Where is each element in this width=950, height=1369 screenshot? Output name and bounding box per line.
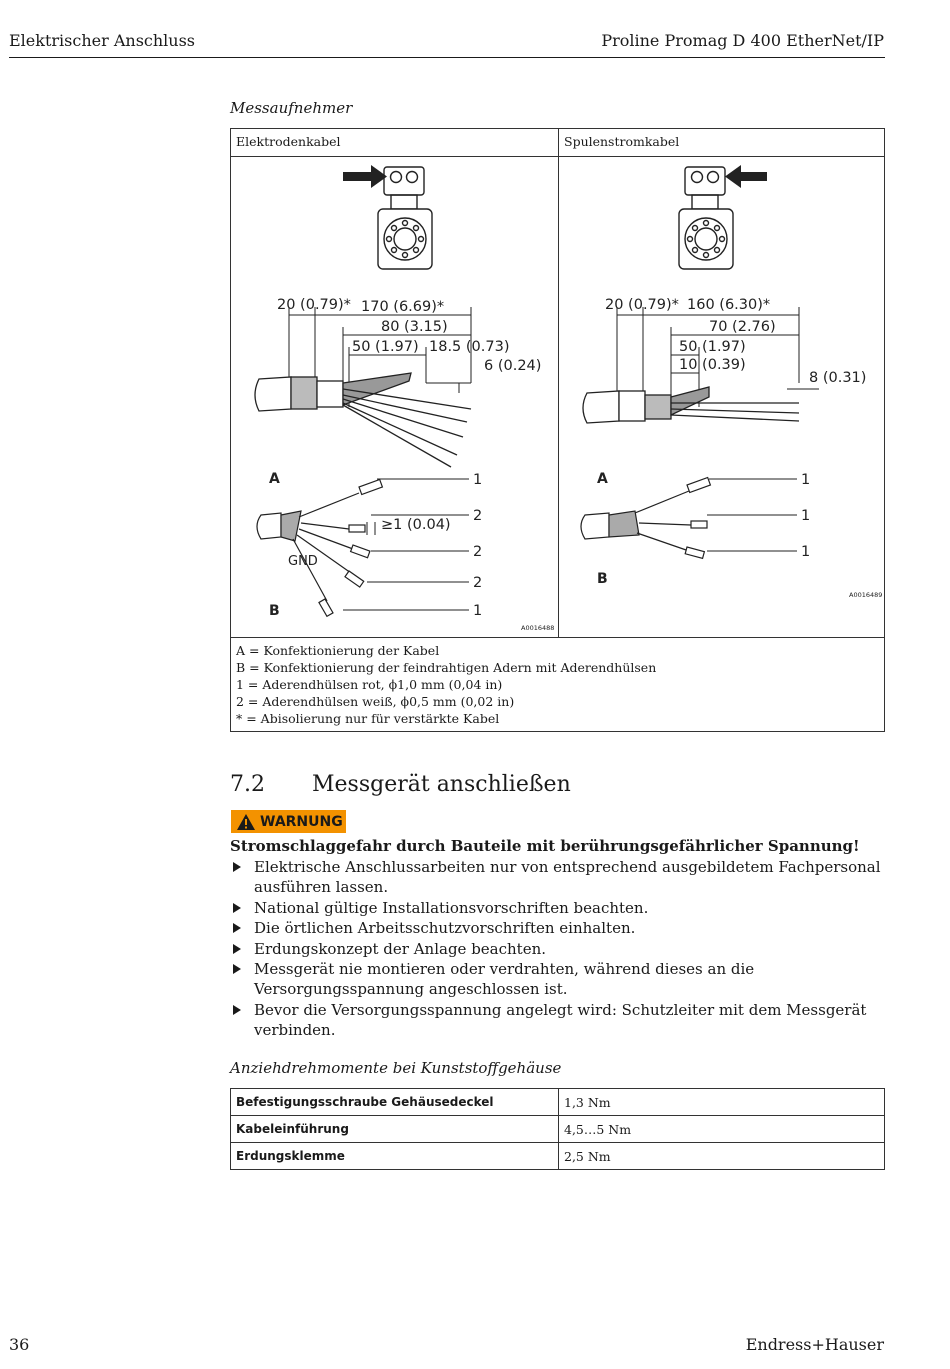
page-number: 36 <box>9 1335 30 1354</box>
electrode-cable-diagram <box>231 157 558 637</box>
table-cell-item: Kabeleinführung <box>231 1116 559 1143</box>
list-item-text: Die örtlichen Arbeitsschutzvorschriften einhalten. <box>254 919 636 938</box>
wire-number: 1 <box>473 603 483 619</box>
section-title: Messgerät anschließen <box>312 772 571 797</box>
coil-cable-diagram <box>559 157 885 637</box>
legend-item: 1 = Aderendhülsen rot, ϕ1,0 mm (0,04 in) <box>236 677 503 692</box>
list-item <box>230 898 890 918</box>
ferrule-drawing <box>257 479 382 616</box>
column-heading-coil-cable: Spulenstromkabel <box>564 134 680 149</box>
figure-legend <box>236 642 656 727</box>
arrow-left-icon <box>725 165 767 188</box>
wire-number-lines <box>707 479 797 551</box>
dim-50: 50 (1.97) <box>679 339 746 355</box>
bullet-triangle-icon <box>233 862 241 872</box>
dim-6: 6 (0.24) <box>484 358 542 374</box>
dim-8: 8 (0.31) <box>809 370 867 386</box>
warning-triangle-icon <box>236 813 256 831</box>
legend-item: B = Konfektionierung der feindrahtigen Adern mit Aderendhülsen <box>236 660 657 675</box>
warning-label: WARNUNG <box>260 813 343 830</box>
section-number: 7.2 <box>230 772 265 797</box>
table-cell-value: 1,3 Nm <box>559 1089 885 1116</box>
dim-20: 20 (0.79)* <box>605 297 679 313</box>
wire-number: 1 <box>473 472 483 488</box>
cable-stripping-drawing <box>583 387 799 423</box>
figure-caption: Messaufnehmer <box>230 99 353 117</box>
header-rule <box>9 57 885 58</box>
warning-headline: Stromschlaggefahr durch Bauteile mit berührungsgefährlicher Spannung! <box>230 837 860 855</box>
table-row <box>231 1089 885 1116</box>
gnd-label: GND <box>288 554 318 569</box>
dim-170: 170 (6.69)* <box>361 299 445 315</box>
list-item <box>230 959 890 1000</box>
drawing-code: A0016489 <box>849 591 883 599</box>
header-section-title: Elektrischer Anschluss <box>9 31 196 50</box>
footer-brand: Endress+Hauser <box>745 1335 884 1354</box>
warning-list <box>230 857 890 1041</box>
table-cell-value: 4,5…5 Nm <box>559 1116 885 1143</box>
list-item <box>230 857 890 898</box>
dim-10: 10 (0.39) <box>679 357 746 373</box>
bullet-triangle-icon <box>233 1005 241 1015</box>
label-a: A <box>597 471 608 487</box>
wire-number: 2 <box>473 508 483 524</box>
dim-18-5: 18.5 (0.73) <box>429 339 510 355</box>
wire-number: 2 <box>473 544 483 560</box>
list-item-text: Messgerät nie montieren oder verdrahten, während dieses an die Versorgungsspannung angeschlossen ist. <box>254 960 755 999</box>
bullet-triangle-icon <box>233 903 241 913</box>
table-row <box>231 1116 885 1143</box>
dim-ferrule: ≥1 (0.04) <box>381 517 451 533</box>
label-a: A <box>269 471 280 487</box>
legend-row-divider <box>231 637 884 638</box>
sensor-drawing <box>679 167 733 269</box>
wire-number: 1 <box>801 472 811 488</box>
list-item-text: Erdungskonzept der Anlage beachten. <box>254 939 547 958</box>
table-cell-item: Erdungsklemme <box>231 1143 559 1170</box>
torque-table-caption: Anziehdrehmomente bei Kunststoffgehäuse <box>230 1059 562 1077</box>
warning-badge <box>231 810 346 833</box>
table-row <box>231 1143 885 1170</box>
legend-item: A = Konfektionierung der Kabel <box>236 643 440 658</box>
header-product-name: Proline Promag D 400 EtherNet/IP <box>601 31 884 50</box>
cable-figure-table <box>230 128 885 732</box>
arrow-right-icon <box>343 165 387 188</box>
bullet-triangle-icon <box>233 944 241 954</box>
list-item <box>230 1000 890 1041</box>
column-heading-electrode-cable: Elektrodenkabel <box>236 134 341 149</box>
table-cell-value: 2,5 Nm <box>559 1143 885 1170</box>
wire-number-lines <box>343 479 469 610</box>
table-cell-item: Befestigungsschraube Gehäusedeckel <box>231 1089 559 1116</box>
dim-50: 50 (1.97) <box>352 339 419 355</box>
bullet-triangle-icon <box>233 923 241 933</box>
list-item-text: Bevor die Versorgungsspannung angelegt wird: Schutzleiter mit dem Messgerät verbinden. <box>254 1000 867 1040</box>
dim-20: 20 (0.79)* <box>277 297 351 313</box>
sensor-drawing <box>378 167 432 269</box>
wire-number: 2 <box>473 575 483 591</box>
list-item <box>230 918 890 938</box>
list-item-text: National gültige Installationsvorschriften beachten. <box>254 898 649 917</box>
torque-table <box>230 1088 885 1170</box>
label-b: B <box>269 603 280 619</box>
cable-stripping-drawing <box>255 373 471 467</box>
list-item-text: Elektrische Anschlussarbeiten nur von entsprechend ausgebildetem Fachpersonal ausführen lassen. <box>254 858 881 897</box>
dim-70: 70 (2.76) <box>709 319 776 335</box>
legend-item: 2 = Aderendhülsen weiß, ϕ0,5 mm (0,02 in) <box>236 694 515 709</box>
drawing-code: A0016488 <box>521 624 555 632</box>
dim-160: 160 (6.30)* <box>687 297 771 313</box>
label-b: B <box>597 571 608 587</box>
list-item <box>230 939 890 959</box>
legend-item: * = Abisolierung nur für verstärkte Kabel <box>236 711 500 726</box>
wire-number: 1 <box>801 508 811 524</box>
wire-number: 1 <box>801 544 811 560</box>
bullet-triangle-icon <box>233 964 241 974</box>
ferrule-drawing <box>581 477 710 558</box>
dim-80: 80 (3.15) <box>381 319 448 335</box>
